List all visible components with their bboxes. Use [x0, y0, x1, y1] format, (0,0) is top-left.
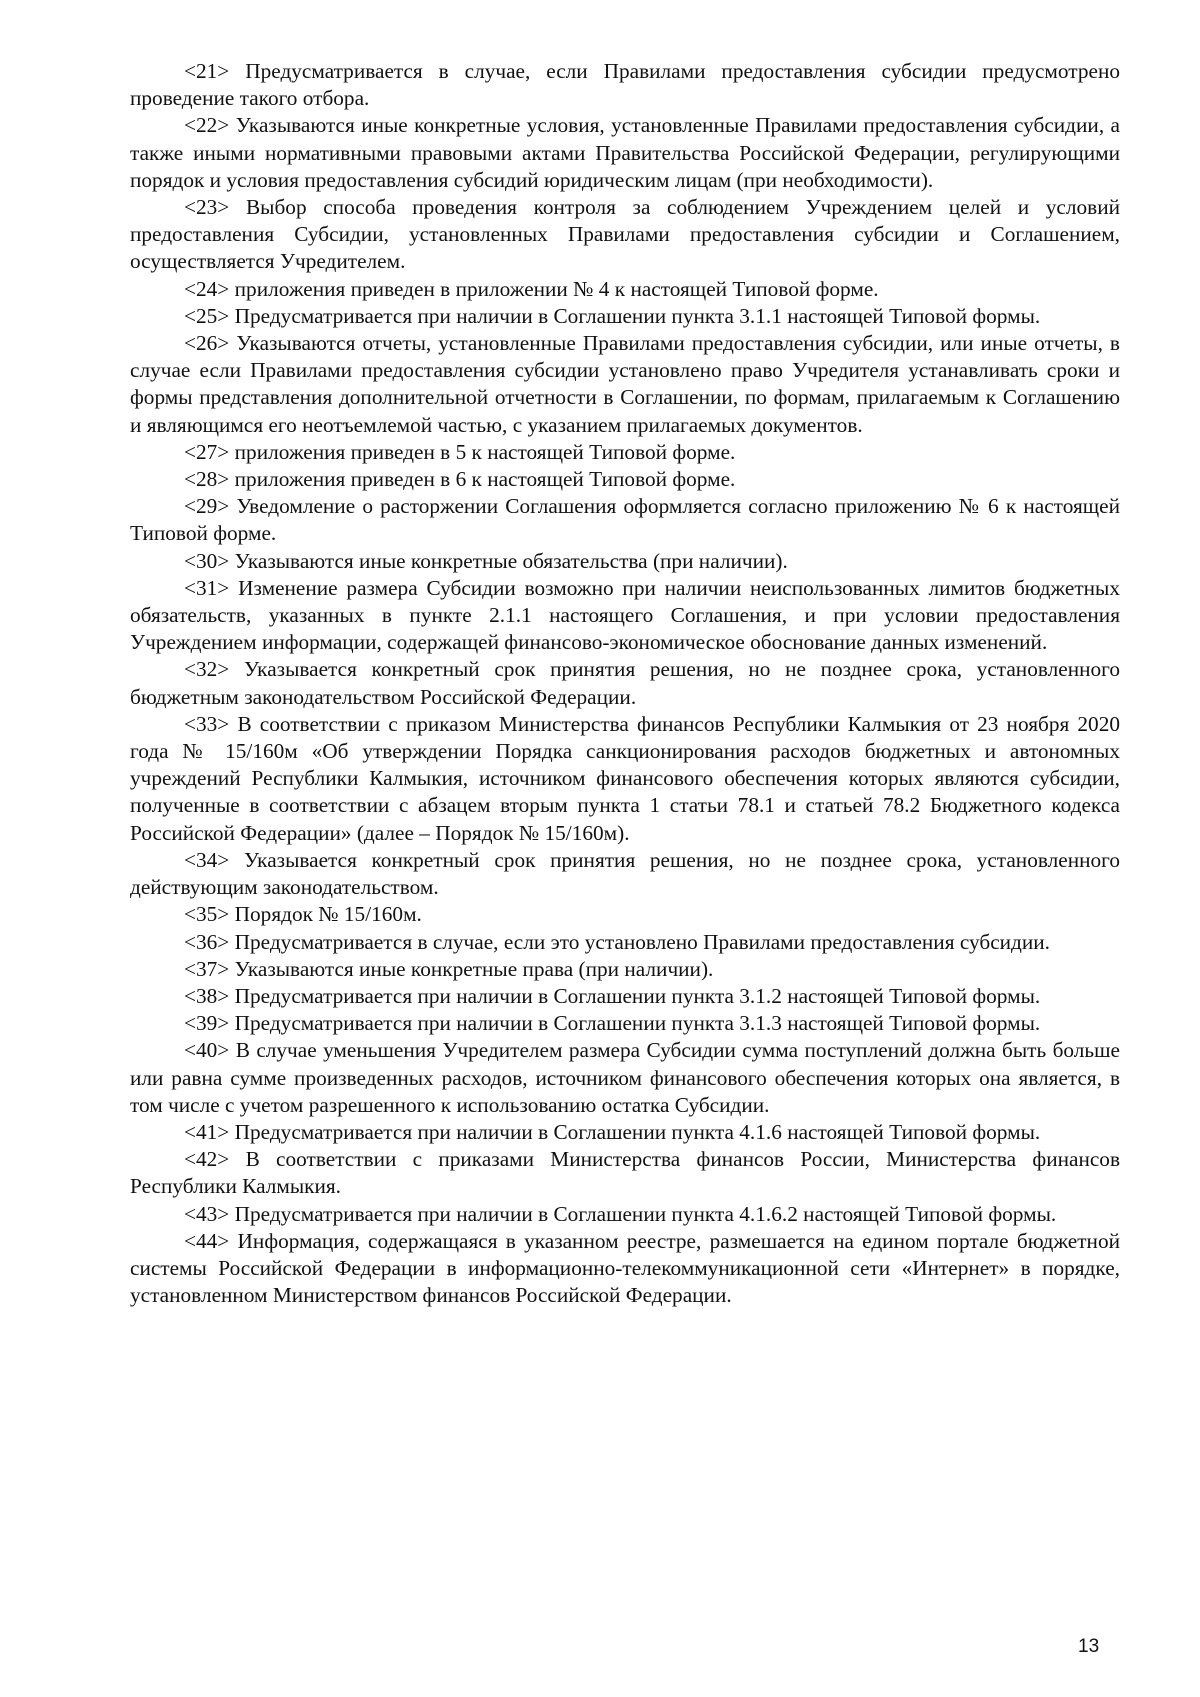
footnote-34: <34> Указывается конкретный срок принятия решения, но не позднее срока, установленного действующим законодательством. — [130, 847, 1120, 900]
footnote-21: <21> Предусматривается в случае, если Правилами предоставления субсидии предусмотрено проведение такого отбора. — [130, 59, 1120, 111]
footnote-29: <29> Уведомление о расторжении Соглашения оформляется согласно приложению № 6 к настоящей Типовой форме. — [130, 494, 1120, 546]
footnote-35: <35> Порядок № 15/160м. — [184, 902, 422, 927]
footnote-31: <31> Изменение размера Субсидии возможно при наличии неиспользованных лимитов бюджетных обязательств, указанных в пункте 2.1.1 настоящего Соглашения, и при условии предоставления Учреждением информации, содержащей финансово-экономическое обоснование данных изменений. — [130, 575, 1120, 655]
footnote-44: <44> Информация, содержащаяся в указанном реестре, размешается на едином портале бюджетной системы Российской Федерации в информационно-телекоммуникационной сети «Интернет» в порядке, установленном Министерством финансов Российской Федерации. — [130, 1228, 1120, 1308]
footnote-22: <22> Указываются иные конкретные условия, установленные Правилами предоставления субсидии, а также иными нормативными правовыми актами Правительства Российской Федерации, регулирующими порядок и условия предоставления субсидий юридическим лицам (при необходимости). — [130, 113, 1120, 192]
footnote-25: <25> Предусматривается при наличии в Соглашении пункта 3.1.1 настоящей Типовой формы. — [184, 303, 1041, 328]
footnote-41: <41> Предусматривается при наличии в Соглашении пункта 4.1.6 настоящей Типовой формы. — [184, 1119, 1041, 1144]
footnote-26: <26> Указываются отчеты, установленные Правилами предоставления субсидии, или иные отчеты, в случае если Правилами предоставления субсидии установлено право Учредителя устанавливать сроки и формы представления дополнительной отчетности в Соглашении, по формам, прилагаемым к Соглашению и являющимся его неотъемлемой частью, с указанием прилагаемых документов. — [130, 331, 1120, 437]
footnote-39: <39> Предусматривается при наличии в Соглашении пункта 3.1.3 настоящей Типовой формы. — [184, 1011, 1041, 1036]
page-number: 13 — [1078, 1636, 1100, 1657]
footnote-33: <33> В соответствии с приказом Министерства финансов Республики Калмыкия от 23 ноября 2020 года № 15/160м «Об утверждении Порядка санкционирования расходов бюджетных и автономных учреждений Республики Калмыкия, источником финансового обеспечения которых являются субсидии, полученные в соответствии с абзацем вторым пункта 1 статьи 78.1 и статьей 78.2 Бюджетного кодекса Российской Федерации» (далее – Порядок № 15/160м). — [130, 711, 1120, 845]
footnotes-list — [130, 58, 1120, 1309]
footnote-30: <30> Указываются иные конкретные обязательства (при наличии). — [184, 548, 788, 573]
footnote-38: <38> Предусматривается при наличии в Соглашении пункта 3.1.2 настоящей Типовой формы. — [184, 983, 1041, 1008]
footnote-32: <32> Указывается конкретный срок принятия решения, но не позднее срока, установленного бюджетным законодательством Российской Федерации. — [130, 657, 1120, 709]
footnote-23: <23> Выбор способа проведения контроля за соблюдением Учреждением целей и условий предоставления Субсидии, установленных Правилами предоставления субсидии и Соглашением, осуществляется Учредителем. — [130, 195, 1120, 274]
footnote-37: <37> Указываются иные конкретные права (при наличии). — [184, 956, 714, 981]
footnote-42: <42> В соответствии с приказами Министерства финансов России, Министерства финансов Республики Калмыкия. — [130, 1147, 1120, 1199]
footnote-40: <40> В случае уменьшения Учредителем размера Субсидии сумма поступлений должна быть больше или равна сумме произведенных расходов, источником финансового обеспечения которых она является, в том числе с учетом разрешенного к использованию остатка Субсидии. — [130, 1038, 1120, 1117]
footnote-36: <36> Предусматривается в случае, если это установлено Правилами предоставления субсидии. — [184, 929, 1050, 954]
footnote-24: <24> приложения приведен в приложении № 4 к настоящей Типовой форме. — [184, 276, 879, 301]
footnote-28: <28> приложения приведен в 6 к настоящей Типовой форме. — [184, 467, 736, 492]
footnote-27: <27> приложения приведен в 5 к настоящей Типовой форме. — [184, 439, 736, 464]
footnote-43: <43> Предусматривается при наличии в Соглашении пункта 4.1.6.2 настоящей Типовой формы. — [184, 1201, 1057, 1226]
